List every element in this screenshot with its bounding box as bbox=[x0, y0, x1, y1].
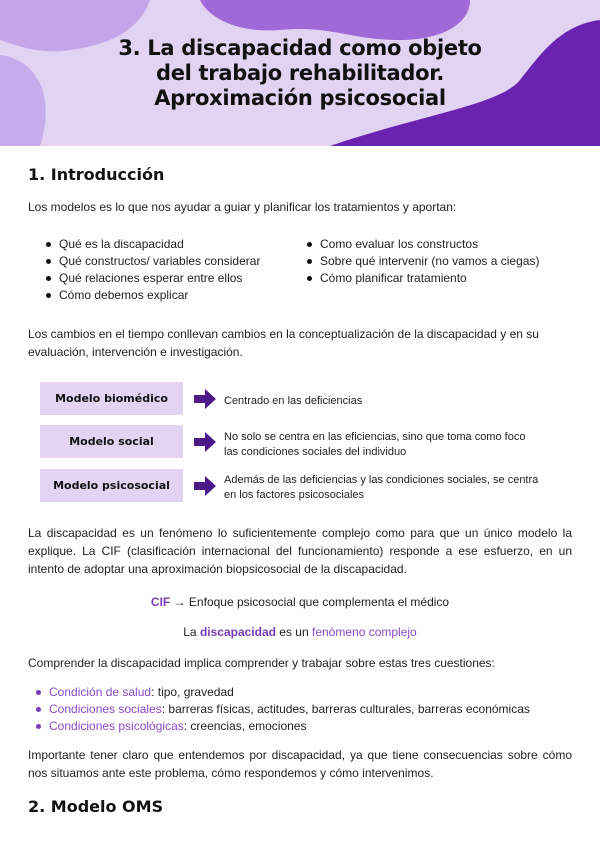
conditions-list bbox=[34, 684, 530, 735]
title-line-3: Aproximación psicosocial bbox=[154, 86, 446, 110]
right-arrow-icon bbox=[194, 432, 216, 452]
bullet-list-right bbox=[305, 236, 539, 287]
understand-paragraph: Comprender la discapacidad implica comprender y trabajar sobre estas tres cuestiones: bbox=[28, 656, 495, 670]
model-row-biomedico bbox=[40, 382, 560, 415]
list-item: Qué es la discapacidad bbox=[44, 236, 260, 253]
model-row-social bbox=[40, 425, 560, 458]
title-line-2: del trabajo rehabilitador. bbox=[155, 61, 445, 85]
important-paragraph: Importante tener claro que entendemos por discapacidad, ya que tiene consecuencias sobre cómo nos situamos ante este problema, cómo respondemos y cómo intervenimos. bbox=[28, 748, 572, 780]
list-item: Condición de salud: tipo, gravedad bbox=[34, 684, 530, 701]
model-row-psicosocial bbox=[40, 469, 560, 502]
list-item: Condiciones psicológicas: creencias, emociones bbox=[34, 718, 530, 735]
bullet-dot-icon bbox=[46, 293, 51, 298]
page-title bbox=[0, 36, 600, 111]
title-line-1: 3. La discapacidad como objeto bbox=[118, 36, 482, 60]
intro-paragraph: Los modelos es lo que nos ayudar a guiar y planificar los tratamientos y aportan: bbox=[28, 200, 457, 214]
changes-line-1: Los cambios en el tiempo conllevan cambios en la conceptualización de la discapacidad y en su bbox=[28, 327, 539, 341]
cif-line bbox=[0, 593, 600, 611]
model-box: Modelo psicosocial bbox=[40, 469, 183, 502]
list-item: Qué constructos/ variables considerar bbox=[44, 253, 260, 270]
bullet-list-left bbox=[44, 236, 260, 304]
list-item: Sobre qué intervenir (no vamos a ciegas) bbox=[305, 253, 539, 270]
list-item: Como evaluar los constructos bbox=[305, 236, 539, 253]
right-arrow-icon bbox=[194, 389, 216, 409]
list-item: Cómo planificar tratamiento bbox=[305, 270, 539, 287]
list-item: Qué relaciones esperar entre ellos bbox=[44, 270, 260, 287]
bullet-dot-icon bbox=[307, 276, 312, 281]
phenomenon-line: La discapacidad es un fenómeno complejo bbox=[183, 625, 417, 639]
blob-top-mid bbox=[200, 0, 470, 40]
section-heading-intro: 1. Introducción bbox=[28, 165, 165, 184]
section-heading-oms: 2. Modelo OMS bbox=[28, 797, 164, 816]
model-description: Centrado en las deficiencias bbox=[224, 395, 363, 407]
list-item: Condiciones sociales: barreras físicas, actitudes, barreras culturales, barreras económicas bbox=[34, 701, 530, 718]
bullet-dot-icon bbox=[307, 242, 312, 247]
bullet-dot-icon bbox=[46, 242, 51, 247]
bullet-dot-icon bbox=[36, 707, 41, 712]
bullet-dot-icon bbox=[36, 690, 41, 695]
model-description: Además de las deficiencias y las condiciones sociales, se centra en los factores psicosociales bbox=[224, 474, 539, 501]
cif-paragraph: La discapacidad es un fenómeno lo suficientemente complejo como para que un único modelo la explique. La CIF (clasificación internacional del funcionamiento) responde a ese esfuerzo, en un intento de adoptar una aproximación biopsicosocial de la discapacidad. bbox=[28, 526, 572, 576]
bullet-dot-icon bbox=[36, 724, 41, 729]
list-item: Cómo debemos explicar bbox=[44, 287, 260, 304]
right-arrow-icon bbox=[194, 476, 216, 496]
changes-line-2: evaluación, intervención e investigación. bbox=[28, 345, 243, 359]
model-description: No solo se centra en las eficiencias, sino que toma como foco las condiciones sociales del individuo bbox=[224, 431, 526, 458]
phenomenon-key: discapacidad bbox=[199, 625, 276, 639]
phenomenon-tail: fenómeno complejo bbox=[312, 625, 417, 639]
bullet-dot-icon bbox=[307, 259, 312, 264]
model-box: Modelo biomédico bbox=[40, 382, 183, 415]
bullet-dot-icon bbox=[46, 259, 51, 264]
page-header bbox=[0, 0, 600, 146]
cif-label: CIF bbox=[150, 595, 171, 609]
cif-arrow-text: → Enfoque psicosocial que complementa el médico bbox=[173, 595, 450, 609]
changes-paragraph bbox=[28, 325, 572, 361]
model-box: Modelo social bbox=[40, 425, 183, 458]
bullet-dot-icon bbox=[46, 276, 51, 281]
